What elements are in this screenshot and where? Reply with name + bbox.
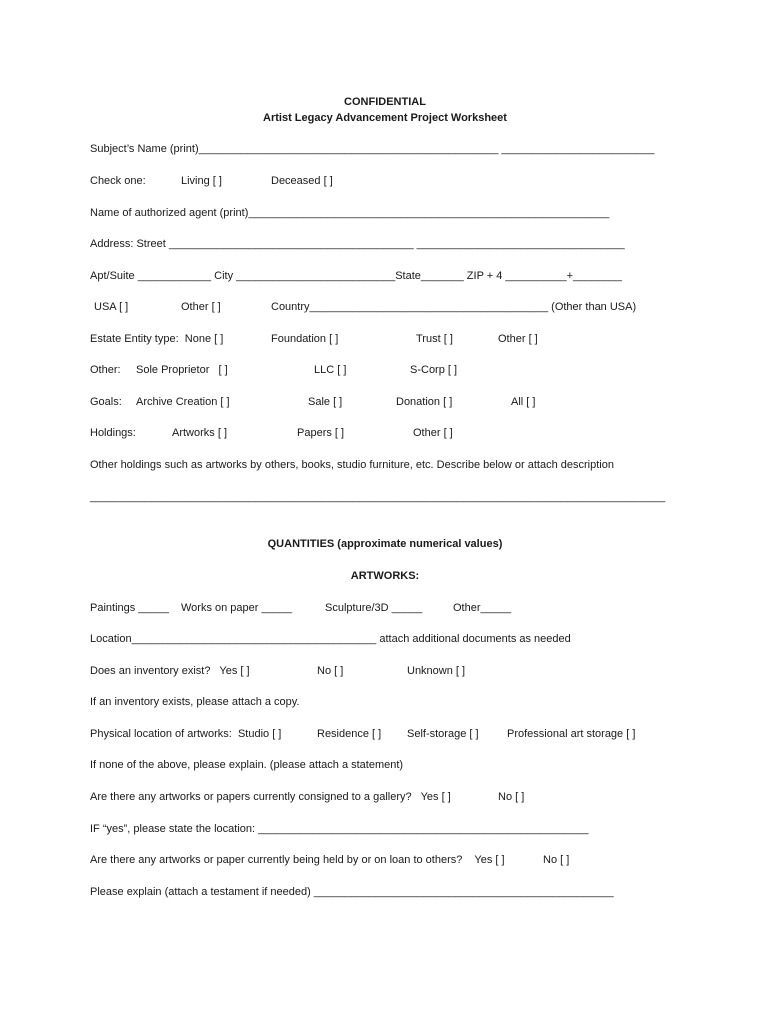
location-field[interactable]: Location________________________________________ attach additional documents as needed <box>90 633 571 645</box>
donation-checkbox[interactable]: Donation [ ] <box>396 396 453 408</box>
check-one-label: Check one: <box>90 175 146 187</box>
deceased-checkbox[interactable]: Deceased [ ] <box>271 175 333 187</box>
all-checkbox[interactable]: All [ ] <box>511 396 536 408</box>
quantities-other-field[interactable]: Other_____ <box>453 602 512 614</box>
quantities-heading: QUANTITIES (approximate numerical values) <box>267 538 503 550</box>
artworks-checkbox[interactable]: Artworks [ ] <box>172 427 228 439</box>
trust-checkbox[interactable]: Trust [ ] <box>416 333 453 345</box>
loan-explain-field[interactable]: Please explain (attach a testament if needed) _________________________________________________ <box>90 886 614 898</box>
apt-city-state-zip-field[interactable]: Apt/Suite ____________ City __________________________State_______ ZIP + 4 __________+________ <box>90 270 622 282</box>
papers-checkbox[interactable]: Papers [ ] <box>297 427 345 439</box>
estate-entity-none-checkbox[interactable]: Estate Entity type: None [ ] <box>90 333 224 345</box>
country-field[interactable]: Country_______________________________________ (Other than USA) <box>271 301 637 313</box>
none-explain-text: If none of the above, please explain. (please attach a statement) <box>90 759 404 771</box>
subject-name-field[interactable]: Subject’s Name (print)_________________________________________________ _________________________ <box>90 143 655 155</box>
foundation-checkbox[interactable]: Foundation [ ] <box>271 333 339 345</box>
loan-yes-checkbox[interactable]: Are there any artworks or paper currently being held by or on loan to others? Yes [ ] <box>90 854 505 866</box>
paintings-field[interactable]: Paintings _____ <box>90 602 169 614</box>
usa-checkbox[interactable]: USA [ ] <box>94 301 129 313</box>
estate-other-checkbox[interactable]: Other [ ] <box>498 333 538 345</box>
holdings-label: Holdings: <box>90 427 136 439</box>
holdings-other-checkbox[interactable]: Other [ ] <box>413 427 453 439</box>
sculpture-field[interactable]: Sculpture/3D _____ <box>325 602 423 614</box>
living-checkbox[interactable]: Living [ ] <box>181 175 222 187</box>
other-country-checkbox[interactable]: Other [ ] <box>181 301 221 313</box>
inventory-yes-checkbox[interactable]: Does an inventory exist? Yes [ ] <box>90 665 250 677</box>
other-holdings-line[interactable]: ______________________________________________________________________________________________ <box>90 491 666 503</box>
loan-no-checkbox[interactable]: No [ ] <box>543 854 570 866</box>
goals-label: Goals: <box>90 396 122 408</box>
inventory-no-checkbox[interactable]: No [ ] <box>317 665 344 677</box>
sale-checkbox[interactable]: Sale [ ] <box>308 396 343 408</box>
inventory-unknown-checkbox[interactable]: Unknown [ ] <box>407 665 466 677</box>
consigned-no-checkbox[interactable]: No [ ] <box>498 791 525 803</box>
address-street-field[interactable]: Address: Street ________________________________________ __________________________________ <box>90 238 625 250</box>
confidential-heading: CONFIDENTIAL <box>344 96 426 108</box>
self-storage-checkbox[interactable]: Self-storage [ ] <box>407 728 479 740</box>
s-corp-checkbox[interactable]: S-Corp [ ] <box>410 364 458 376</box>
other-entity-label: Other: <box>90 364 121 376</box>
sole-proprietor-checkbox[interactable]: Sole Proprietor [ ] <box>136 364 228 376</box>
consigned-location-field[interactable]: IF “yes”, please state the location: ______________________________________________________ <box>90 823 589 835</box>
residence-checkbox[interactable]: Residence [ ] <box>317 728 382 740</box>
agent-name-field[interactable]: Name of authorized agent (print)___________________________________________________________ <box>90 207 610 219</box>
works-on-paper-field[interactable]: Works on paper _____ <box>181 602 293 614</box>
llc-checkbox[interactable]: LLC [ ] <box>314 364 347 376</box>
worksheet-title: Artist Legacy Advancement Project Worksheet <box>263 112 507 124</box>
archive-creation-checkbox[interactable]: Archive Creation [ ] <box>136 396 230 408</box>
inventory-attach-text: If an inventory exists, please attach a copy. <box>90 696 300 708</box>
consigned-yes-checkbox[interactable]: Are there any artworks or papers currently consigned to a gallery? Yes [ ] <box>90 791 451 803</box>
artworks-heading: ARTWORKS: <box>350 570 420 582</box>
professional-storage-checkbox[interactable]: Professional art storage [ ] <box>507 728 636 740</box>
other-holdings-text: Other holdings such as artworks by others, books, studio furniture, etc. Describe below or attach description <box>90 459 614 471</box>
studio-checkbox[interactable]: Physical location of artworks: Studio [ ] <box>90 728 282 740</box>
